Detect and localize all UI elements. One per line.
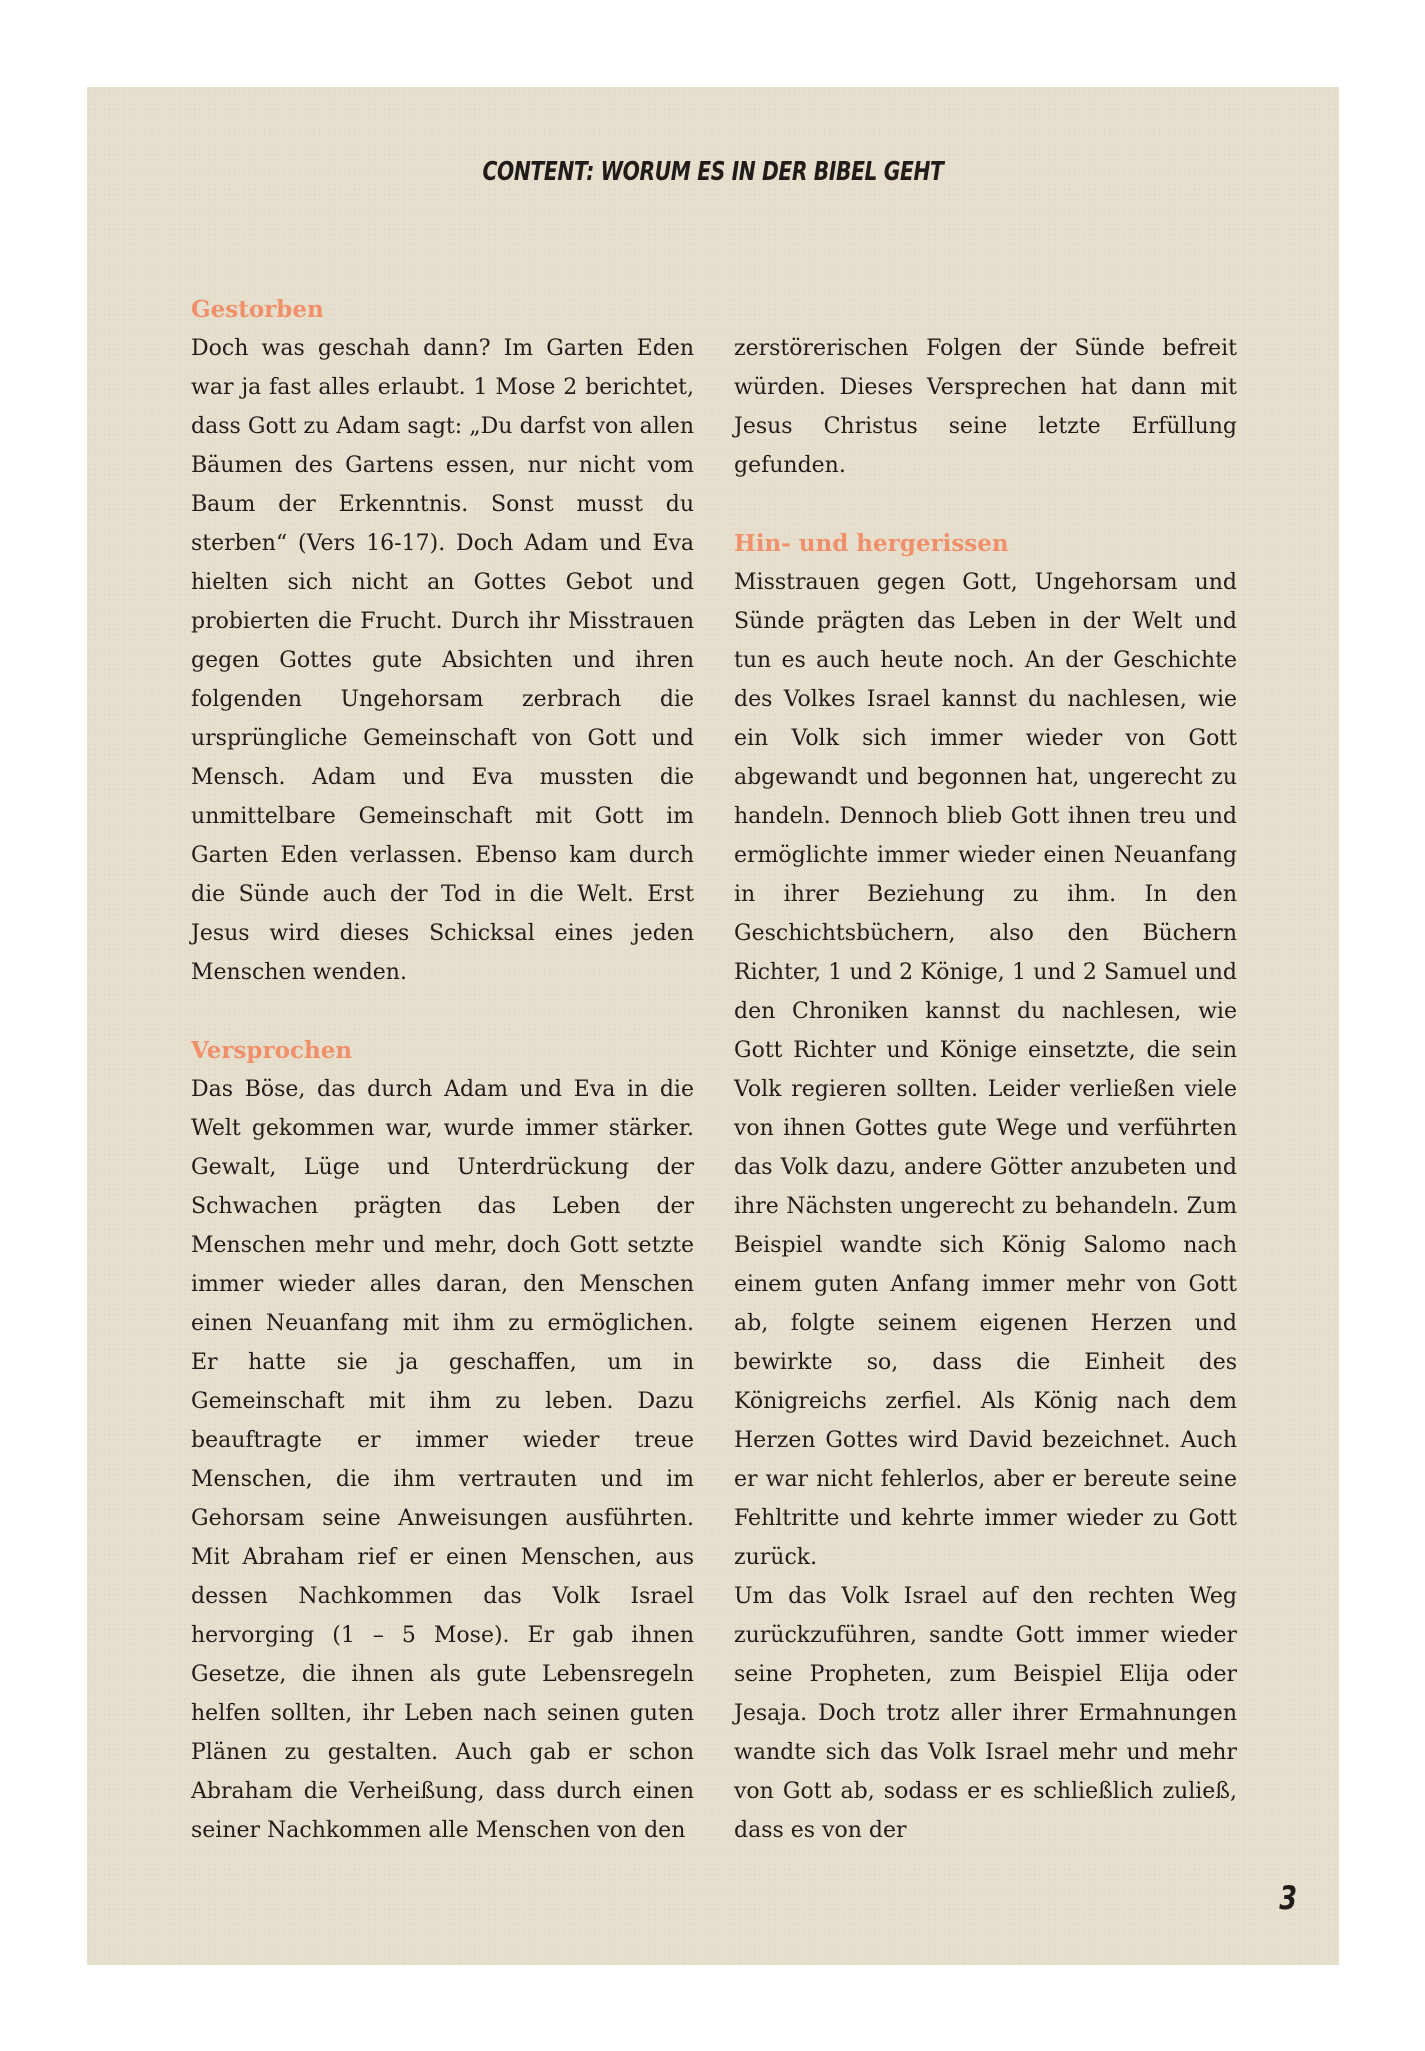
paragraph-versprochen: Das Böse, das durch Adam und Eva in die Welt gekommen war, wurde immer stärker. Gewalt, Lüge und Unterdrückung der Schwachen prägten das Leben der Menschen mehr und mehr, doch Gott setzte immer wieder alles daran, den Menschen einen Neuanfang mit ihm zu ermöglichen. Er hatte sie ja geschaffen, um in Gemeinschaft mit ihm zu leben. Dazu beauftragte er immer wieder treue Menschen, die ihm vertrauten und im Gehorsam seine Anweisungen ausführten. Mit Abraham rief er einen Menschen, aus dessen Nachkommen das Volk Israel hervorging (1 – 5 Mose). Er gab ihnen Gesetze, die ihnen als gute Lebensregeln helfen sollten, ihr Leben nach seinen guten Plänen zu gestalten. Auch gab er schon Abraham die Verheißung, dass durch einen seiner Nachkommen alle Menschen von den xyxy=(191,1077,694,1843)
section-title-gestorben: Gestorben xyxy=(191,296,324,323)
page-number: 3 xyxy=(1278,1879,1297,1917)
document-page xyxy=(87,87,1339,1965)
paragraph-hin-und-hergerissen-1: Misstrauen gegen Gott, Ungehorsam und Sünde prägten das Leben in der Welt und tun es auch heute noch. An der Geschichte des Volkes Israel kannst du nachlesen, wie ein Volk sich immer wieder von Gott abgewandt und begonnen hat, ungerecht zu handeln. Dennoch blieb Gott ihnen treu und ermöglichte immer wieder einen Neuanfang in ihrer Beziehung zu ihm. In den Geschichtsbüchern, also den Büchern Richter, 1 und 2 Könige, 1 und 2 Samuel und den Chroniken kannst du nachlesen, wie Gott Richter und Könige einsetzte, die sein Volk regieren sollten. Leider verließen viele von ihnen Gottes gute Wege und verführten das Volk dazu, andere Götter anzubeten und ihre Nächsten ungerecht zu behandeln. Zum Beispiel wandte sich König Salomo nach einem guten Anfang immer mehr von Gott ab, folgte seinem eigenen Herzen und bewirkte so, dass die Einheit des Königreichs zerfiel. Als König nach dem Herzen Gottes wird David bezeichnet. Auch er war nicht fehlerlos, aber er bereute seine Fehltritte und kehrte immer wieder zu Gott zurück. xyxy=(734,570,1237,1570)
paragraph-versprochen-continuation: zerstörerischen Folgen der Sünde befreit würden. Dieses Versprechen hat dann mit Jesus Christus seine letzte Erfüllung gefunden. xyxy=(734,336,1237,478)
page-header: CONTENT: WORUM ES IN DER BIBEL GEHT xyxy=(482,157,944,187)
left-column xyxy=(191,290,694,1850)
right-column xyxy=(734,329,1237,1850)
section-title-hin-und-hergerissen: Hin- und hergerissen xyxy=(734,530,1009,557)
section-title-versprochen: Versprochen xyxy=(191,1037,353,1064)
paragraph-gestorben: Doch was geschah dann? Im Garten Eden war ja fast alles erlaubt. 1 Mose 2 berichtet, dass Gott zu Adam sagt: „Du darfst von allen Bäumen des Gartens essen, nur nicht vom Baum der Erkenntnis. Sonst musst du sterben“ (Vers 16-17). Doch Adam und Eva hielten sich nicht an Gottes Gebot und probierten die Frucht. Durch ihr Misstrauen gegen Gottes gute Absichten und ihren folgenden Ungehorsam zerbrach die ursprüngliche Gemeinschaft von Gott und Mensch. Adam und Eva mussten die unmittelbare Gemeinschaft mit Gott im Garten Eden verlassen. Ebenso kam durch die Sünde auch der Tod in die Welt. Erst Jesus wird dieses Schicksal eines jeden Menschen wenden. xyxy=(191,336,694,985)
paragraph-hin-und-hergerissen-2: Um das Volk Israel auf den rechten Weg zurückzuführen, sandte Gott immer wieder seine Propheten, zum Beispiel Elija oder Jesaja. Doch trotz aller ihrer Ermahnungen wandte sich das Volk Israel mehr und mehr von Gott ab, sodass er es schließlich zuließ, dass es von der xyxy=(734,1584,1237,1843)
